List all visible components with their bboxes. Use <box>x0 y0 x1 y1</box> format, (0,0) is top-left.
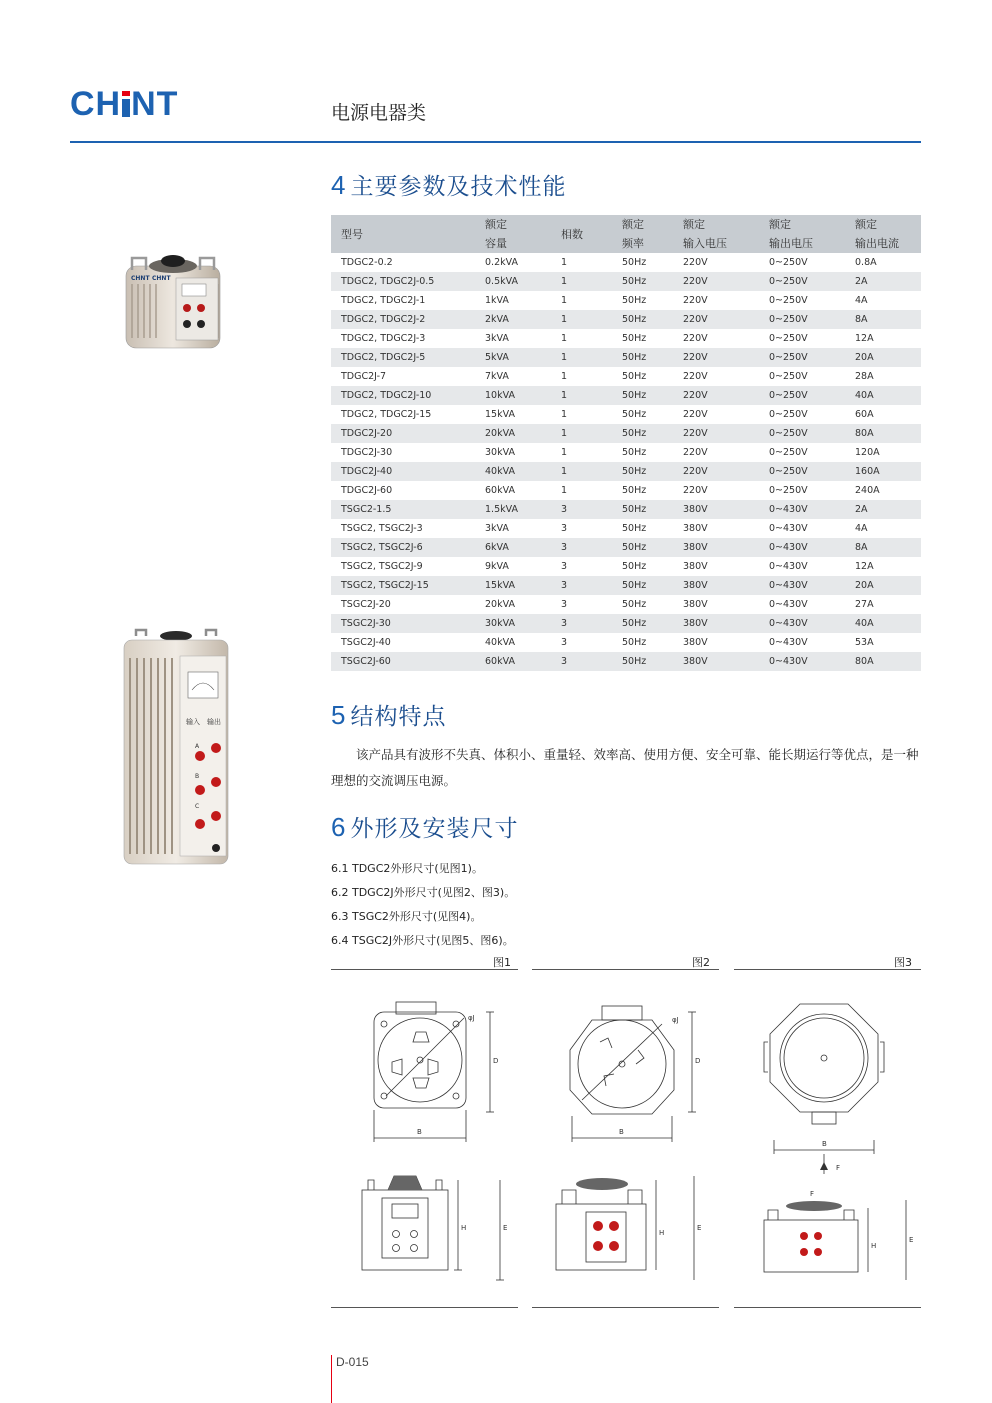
table-row <box>331 405 921 424</box>
table-cell: 380V <box>673 614 759 633</box>
dim-label: B <box>417 1128 422 1136</box>
photo-label: B <box>195 773 200 780</box>
section-heading: 主要参数及技术性能 <box>350 174 567 200</box>
table-cell: TSGC2J-20 <box>341 599 391 610</box>
table-cell: 50Hz <box>612 348 673 367</box>
table-row <box>331 253 921 272</box>
table-cell: 220V <box>683 295 708 306</box>
table-cell: 3 <box>561 599 568 610</box>
dim-label: B <box>822 1140 827 1148</box>
table-cell: 50Hz <box>622 485 647 496</box>
table-cell: 220V <box>683 257 708 268</box>
section-heading: 外形及安装尺寸 <box>350 816 519 842</box>
table-cell: 380V <box>673 576 759 595</box>
dim-label: E <box>503 1224 508 1232</box>
table-cell: 220V <box>673 272 759 291</box>
table-cell: TDGC2J-20 <box>331 424 475 443</box>
table-cell: 20kVA <box>475 424 551 443</box>
table-cell: 3 <box>551 614 612 633</box>
list-item: 6.3 TSGC2外形尺寸(见图4)。 <box>331 910 482 923</box>
section-number: 6 <box>331 812 347 842</box>
table-cell: TSGC2J-30 <box>331 614 475 633</box>
table-cell: 0~430V <box>759 652 845 671</box>
photo-label: CHNT <box>131 275 150 282</box>
table-cell: 20A <box>845 576 921 595</box>
dim-label: E <box>909 1236 914 1244</box>
table-cell: 220V <box>673 310 759 329</box>
col-header: 额定 容量 <box>475 215 551 253</box>
section-number: 4 <box>331 170 347 200</box>
figure-2-label: 图2 <box>692 956 710 969</box>
list-item: 6.4 TSGC2J外形尺寸(见图5、图6)。 <box>331 934 514 947</box>
table-cell: TDGC2-0.2 <box>341 257 393 268</box>
table-cell: 60kVA <box>475 652 551 671</box>
table-cell: 1 <box>551 272 612 291</box>
table-cell: 1 <box>561 333 568 344</box>
table-cell: 0~250V <box>769 257 808 268</box>
table-cell: 220V <box>673 386 759 405</box>
table-cell: 60kVA <box>485 485 515 496</box>
table-row <box>331 519 921 538</box>
table-cell: 80A <box>845 652 921 671</box>
figure-2-top-rule <box>532 969 719 970</box>
table-cell: 50Hz <box>612 538 673 557</box>
table-cell: 220V <box>683 447 708 458</box>
table-cell: 0~250V <box>769 409 808 420</box>
table-cell: 1 <box>551 348 612 367</box>
table-cell: TSGC2J-40 <box>341 637 391 648</box>
table-cell: TSGC2, TSGC2J-6 <box>331 538 475 557</box>
table-cell: 3kVA <box>485 333 509 344</box>
table-cell: 6kVA <box>475 538 551 557</box>
dim-label: D <box>493 1057 499 1065</box>
table-cell: 12A <box>855 561 874 572</box>
table-cell: 0~250V <box>769 447 808 458</box>
table-cell: 220V <box>673 424 759 443</box>
table-cell: 50Hz <box>612 310 673 329</box>
table-cell: 3 <box>561 561 568 572</box>
tsgc2-product-photo <box>120 628 232 870</box>
table-cell: 220V <box>683 409 708 420</box>
table-cell: 1 <box>561 257 568 268</box>
table-row <box>331 291 921 310</box>
table-cell: 1 <box>551 310 612 329</box>
table-cell: 0~430V <box>759 500 845 519</box>
table-cell: TDGC2, TDGC2J-10 <box>331 386 475 405</box>
list-item: 6.1 TDGC2外形尺寸(见图1)。 <box>331 862 483 875</box>
table-cell: 0~430V <box>769 561 808 572</box>
dim-label: φJ <box>468 1014 475 1022</box>
photo-label: C <box>195 803 200 810</box>
table-cell: 2kVA <box>475 310 551 329</box>
table-cell: 27A <box>855 599 874 610</box>
figure-3-top-rule <box>734 969 921 970</box>
table-cell: 0~250V <box>759 424 845 443</box>
table-row <box>331 538 921 557</box>
table-cell: 0~250V <box>769 485 808 496</box>
col-header: 额定 输出电流 <box>845 215 921 253</box>
table-cell: 7kVA <box>485 371 509 382</box>
table-cell: 50Hz <box>622 333 647 344</box>
table-cell: 50Hz <box>622 523 647 534</box>
photo-label: 输入 <box>186 718 200 726</box>
section-5-title <box>331 698 446 731</box>
figure-1-drawing <box>340 990 515 1300</box>
table-cell: 15kVA <box>485 409 515 420</box>
table-cell: 8A <box>845 310 921 329</box>
table-cell: 8A <box>845 538 921 557</box>
list-item: 6.2 TDGC2J外形尺寸(见图2、图3)。 <box>331 886 516 899</box>
figure-3-drawing <box>744 990 919 1300</box>
table-cell: TDGC2, TDGC2J-2 <box>331 310 475 329</box>
table-cell: 1.5kVA <box>475 500 551 519</box>
table-cell: 60A <box>855 409 874 420</box>
table-cell: 3kVA <box>485 523 509 534</box>
table-cell: TDGC2, TDGC2J-15 <box>341 409 432 420</box>
table-cell: 50Hz <box>612 614 673 633</box>
table-cell: 1 <box>561 409 568 420</box>
table-row <box>331 424 921 443</box>
table-cell: TSGC2, TSGC2J-9 <box>341 561 423 572</box>
figure-3-bottom-rule <box>734 1307 921 1308</box>
table-cell: TDGC2J-60 <box>341 485 393 496</box>
figure-1-top-rule <box>331 969 518 970</box>
table-cell: 240A <box>855 485 880 496</box>
section-4-title <box>331 168 566 201</box>
table-row <box>331 367 921 386</box>
page-number-bar <box>331 1355 332 1403</box>
table-cell: 50Hz <box>622 447 647 458</box>
table-cell: 50Hz <box>622 637 647 648</box>
table-cell: 3 <box>551 652 612 671</box>
table-cell: 0~430V <box>769 599 808 610</box>
category-title: 电源电器类 <box>331 102 427 124</box>
table-cell: 380V <box>673 500 759 519</box>
table-cell: 0~430V <box>769 523 808 534</box>
table-cell: 380V <box>683 637 708 648</box>
table-cell: 220V <box>673 348 759 367</box>
figure-2-bottom-rule <box>532 1307 719 1308</box>
table-row <box>331 386 921 405</box>
table-cell: 40kVA <box>475 462 551 481</box>
table-row <box>331 272 921 291</box>
table-cell: 380V <box>683 523 708 534</box>
table-cell: 4A <box>855 295 868 306</box>
table-header-row <box>331 215 921 253</box>
table-cell: 380V <box>673 538 759 557</box>
table-cell: 0~430V <box>759 576 845 595</box>
section-number: 5 <box>331 700 347 730</box>
table-cell: 50Hz <box>622 561 647 572</box>
table-cell: 2A <box>845 272 921 291</box>
table-cell: TSGC2-1.5 <box>331 500 475 519</box>
table-cell: 50Hz <box>622 599 647 610</box>
table-cell: 3 <box>551 576 612 595</box>
table-cell: 0~250V <box>759 348 845 367</box>
table-cell: 0~250V <box>769 333 808 344</box>
table-cell: 0~250V <box>769 295 808 306</box>
table-cell: 80A <box>845 424 921 443</box>
table-row <box>331 633 921 652</box>
logo-text-post: NT <box>131 85 179 123</box>
table-cell: 50Hz <box>622 257 647 268</box>
table-cell: 1 <box>561 371 568 382</box>
dim-label: H <box>659 1229 665 1237</box>
table-cell: 3 <box>561 637 568 648</box>
table-cell: 220V <box>683 333 708 344</box>
table-cell: 380V <box>683 599 708 610</box>
figure-2-drawing <box>542 990 717 1300</box>
col-header: 额定 输入电压 <box>673 215 759 253</box>
table-cell: 50Hz <box>612 500 673 519</box>
logo-i-mark <box>122 91 130 117</box>
table-cell: 120A <box>855 447 880 458</box>
table-cell: 50Hz <box>612 386 673 405</box>
chint-logo <box>70 86 178 122</box>
table-row <box>331 595 921 614</box>
table-cell: TSGC2, TSGC2J-3 <box>341 523 423 534</box>
table-cell: 40kVA <box>485 637 515 648</box>
table-row <box>331 652 921 671</box>
section-heading: 结构特点 <box>350 704 447 730</box>
table-cell: 50Hz <box>612 462 673 481</box>
table-cell: 50Hz <box>622 295 647 306</box>
table-row <box>331 462 921 481</box>
structure-description: 该产品具有波形不失真、体积小、重量轻、效率高、使用方便、安全可靠、能长期运行等优点，是一种理想的交流调压电源。 <box>331 747 919 788</box>
table-cell: 4A <box>855 523 868 534</box>
dim-label: D <box>695 1057 701 1065</box>
table-cell: 1 <box>551 386 612 405</box>
table-cell: 2A <box>845 500 921 519</box>
dim-label: φJ <box>672 1016 679 1024</box>
col-header: 额定 频率 <box>612 215 673 253</box>
table-cell: 220V <box>673 462 759 481</box>
table-cell: 50Hz <box>612 272 673 291</box>
table-cell: 0~430V <box>759 614 845 633</box>
table-cell: 0.2kVA <box>485 257 518 268</box>
dim-label: H <box>461 1224 467 1232</box>
table-cell: 1 <box>551 424 612 443</box>
table-cell: 40A <box>845 386 921 405</box>
logo-text-pre: CH <box>70 85 122 123</box>
table-cell: 50Hz <box>622 409 647 420</box>
table-cell: TDGC2, TDGC2J-5 <box>331 348 475 367</box>
table-cell: 0~250V <box>769 371 808 382</box>
table-cell: 3 <box>551 538 612 557</box>
table-cell: 40A <box>845 614 921 633</box>
table-cell: TDGC2J-7 <box>341 371 387 382</box>
figure-3-label: 图3 <box>894 956 912 969</box>
table-cell: 50Hz <box>622 371 647 382</box>
table-cell: 3 <box>561 523 568 534</box>
table-cell: 15kVA <box>475 576 551 595</box>
table-cell: 0~250V <box>759 310 845 329</box>
table-row <box>331 576 921 595</box>
table-cell: 0~250V <box>759 462 845 481</box>
tdgc2-product-photo <box>118 248 228 358</box>
table-row <box>331 614 921 633</box>
table-cell: TDGC2, TDGC2J-3 <box>341 333 426 344</box>
table-cell: 0.5kVA <box>475 272 551 291</box>
figure-1-bottom-rule <box>331 1307 518 1308</box>
page-number: D-015 <box>336 1355 369 1369</box>
photo-label: A <box>195 743 200 750</box>
col-header: 相数 <box>551 215 612 253</box>
figure-1-label: 图1 <box>493 956 511 969</box>
table-cell: TSGC2J-60 <box>331 652 475 671</box>
section-6-title <box>331 810 518 843</box>
table-cell: 380V <box>673 652 759 671</box>
table-cell: TDGC2, TDGC2J-0.5 <box>331 272 475 291</box>
table-cell: 160A <box>845 462 921 481</box>
table-cell: 30kVA <box>475 614 551 633</box>
table-cell: 50Hz <box>612 576 673 595</box>
table-cell: 10kVA <box>475 386 551 405</box>
table-cell: 50Hz <box>612 652 673 671</box>
table-cell: 20kVA <box>485 599 515 610</box>
table-cell: 53A <box>855 637 874 648</box>
photo-label: CHNT <box>152 275 171 282</box>
dim-label: H <box>871 1242 877 1250</box>
col-header: 型号 <box>331 215 475 253</box>
dim-label: E <box>697 1224 702 1232</box>
dim-label: F <box>810 1190 815 1198</box>
dim-label: B <box>619 1128 624 1136</box>
table-cell: 220V <box>683 485 708 496</box>
col-header: 额定 输出电压 <box>759 215 845 253</box>
table-cell: 0~250V <box>759 386 845 405</box>
table-cell: 1 <box>561 485 568 496</box>
table-cell: 1 <box>551 462 612 481</box>
table-cell: 3 <box>551 500 612 519</box>
table-cell: 0~250V <box>759 272 845 291</box>
table-row <box>331 557 921 576</box>
spec-table <box>331 215 921 671</box>
table-row <box>331 443 921 462</box>
table-row <box>331 348 921 367</box>
table-cell: 50Hz <box>612 424 673 443</box>
table-cell: 1 <box>561 295 568 306</box>
table-row <box>331 481 921 500</box>
table-cell: 0~430V <box>769 637 808 648</box>
table-cell: TDGC2J-40 <box>331 462 475 481</box>
table-cell: 30kVA <box>485 447 515 458</box>
dim-label: F <box>836 1164 841 1172</box>
table-cell: 28A <box>855 371 874 382</box>
table-cell: TSGC2, TSGC2J-15 <box>331 576 475 595</box>
table-cell: 380V <box>683 561 708 572</box>
header-divider <box>70 141 921 143</box>
photo-label: 输出 <box>207 718 221 726</box>
table-row <box>331 329 921 348</box>
table-cell: 1 <box>561 447 568 458</box>
table-cell: 0~430V <box>759 538 845 557</box>
table-cell: 12A <box>855 333 874 344</box>
table-cell: 20A <box>845 348 921 367</box>
table-cell: 220V <box>683 371 708 382</box>
table-cell: TDGC2J-30 <box>341 447 393 458</box>
table-cell: 5kVA <box>475 348 551 367</box>
table-row <box>331 310 921 329</box>
table-cell: 0.8A <box>855 257 877 268</box>
table-cell: TDGC2, TDGC2J-1 <box>341 295 426 306</box>
table-cell: 9kVA <box>485 561 509 572</box>
table-row <box>331 500 921 519</box>
table-cell: 1kVA <box>485 295 509 306</box>
